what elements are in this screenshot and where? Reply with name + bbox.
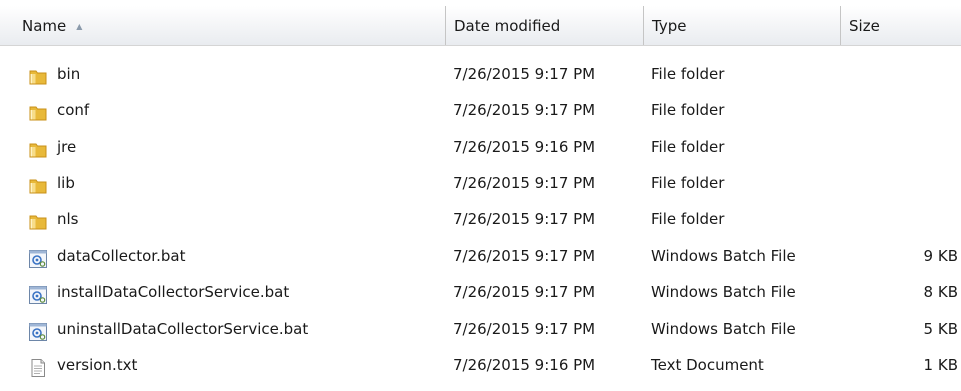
file-size: 9 KB [923, 247, 958, 265]
file-date-modified: 7/26/2015 9:17 PM [453, 210, 596, 228]
file-type: File folder [651, 174, 725, 192]
file-type: Windows Batch File [651, 283, 796, 301]
file-date-modified: 7/26/2015 9:16 PM [453, 356, 596, 374]
file-row[interactable] [0, 92, 961, 128]
file-name-cell[interactable] [28, 238, 438, 274]
file-name-cell[interactable] [28, 56, 438, 92]
column-header-name[interactable] [14, 6, 446, 45]
batch-file-icon [28, 282, 48, 302]
file-row[interactable] [0, 129, 961, 165]
file-type: File folder [651, 210, 725, 228]
folder-icon [28, 209, 48, 229]
file-name: bin [57, 65, 81, 83]
file-row[interactable] [0, 201, 961, 237]
file-type: File folder [651, 138, 725, 156]
file-name: version.txt [57, 356, 138, 374]
file-date-modified: 7/26/2015 9:17 PM [453, 101, 596, 119]
batch-file-icon [28, 319, 48, 339]
file-name: nls [57, 210, 79, 228]
file-size: 1 KB [923, 356, 958, 374]
folder-icon [28, 64, 48, 84]
file-date-modified: 7/26/2015 9:17 PM [453, 65, 596, 83]
column-header-date-modified[interactable] [446, 6, 644, 45]
file-date-modified: 7/26/2015 9:17 PM [453, 247, 596, 265]
file-name: uninstallDataCollectorService.bat [57, 320, 309, 338]
file-name: dataCollector.bat [57, 247, 186, 265]
file-name: conf [57, 101, 90, 119]
folder-icon [28, 100, 48, 120]
file-name: installDataCollectorService.bat [57, 283, 290, 301]
file-type: File folder [651, 65, 725, 83]
file-row[interactable] [0, 347, 961, 383]
file-size: 5 KB [923, 320, 958, 338]
column-header-size-label: Size [849, 17, 880, 35]
file-row[interactable] [0, 311, 961, 347]
file-name-cell[interactable] [28, 311, 438, 347]
file-type: Windows Batch File [651, 247, 796, 265]
file-type: File folder [651, 101, 725, 119]
column-header-bar [0, 6, 961, 46]
column-header-type-label: Type [652, 17, 687, 35]
file-name-cell[interactable] [28, 165, 438, 201]
file-name-cell[interactable] [28, 347, 438, 383]
column-header-date-label: Date modified [454, 17, 561, 35]
column-header-name-label: Name [22, 17, 67, 35]
file-row[interactable] [0, 274, 961, 310]
file-type: Windows Batch File [651, 320, 796, 338]
file-type: Text Document [651, 356, 764, 374]
file-row[interactable] [0, 238, 961, 274]
column-header-type[interactable] [644, 6, 841, 45]
file-name: jre [57, 138, 77, 156]
file-name-cell[interactable] [28, 129, 438, 165]
file-name: lib [57, 174, 75, 192]
folder-icon [28, 137, 48, 157]
sort-ascending-icon: ▲ [76, 22, 83, 31]
file-size: 8 KB [923, 283, 958, 301]
file-name-cell[interactable] [28, 201, 438, 237]
file-date-modified: 7/26/2015 9:17 PM [453, 320, 596, 338]
file-date-modified: 7/26/2015 9:17 PM [453, 174, 596, 192]
file-row[interactable] [0, 56, 961, 92]
file-name-cell[interactable] [28, 274, 438, 310]
file-date-modified: 7/26/2015 9:16 PM [453, 138, 596, 156]
file-row[interactable] [0, 165, 961, 201]
text-file-icon [28, 355, 48, 375]
file-date-modified: 7/26/2015 9:17 PM [453, 283, 596, 301]
batch-file-icon [28, 246, 48, 266]
file-name-cell[interactable] [28, 92, 438, 128]
folder-icon [28, 173, 48, 193]
column-header-size[interactable] [841, 6, 961, 45]
